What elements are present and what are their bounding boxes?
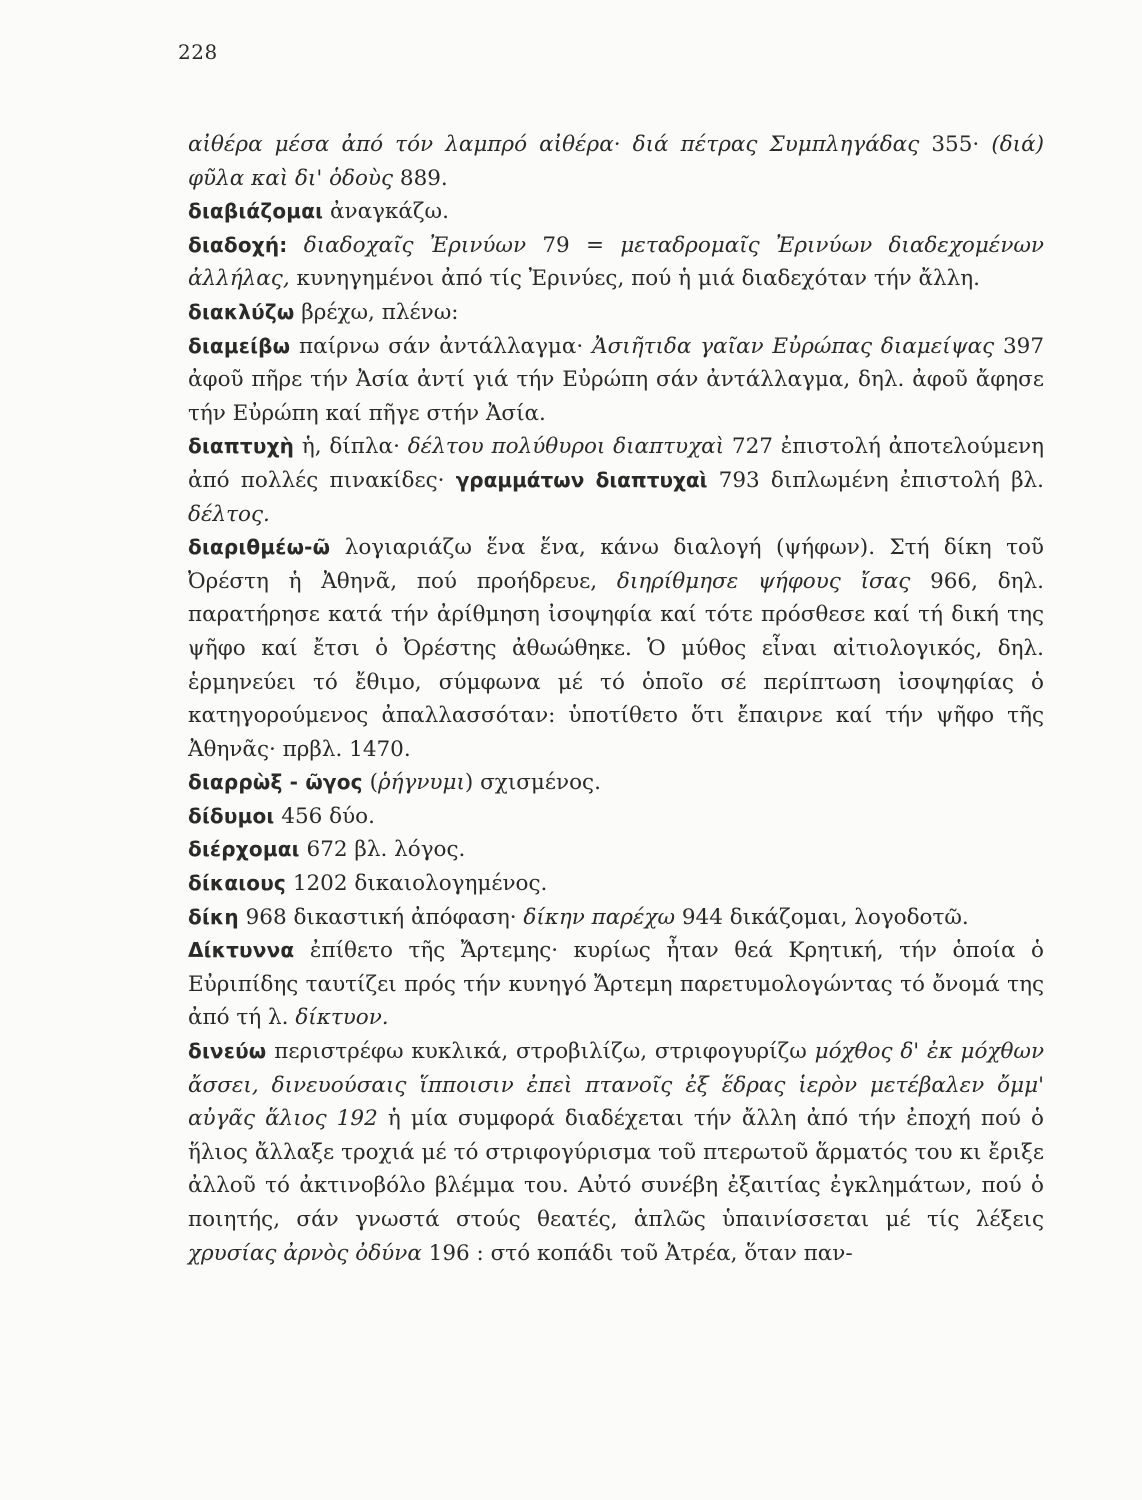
entry-quotation: δέλτος. bbox=[188, 501, 270, 527]
entry-headword: διαρρὼξ - ῶγος bbox=[188, 770, 363, 795]
glossary-entry bbox=[188, 1035, 1044, 1270]
entry-quotation: μόχθος δ' ἐκ μόχθων ἄσσει, δινευούσαις ἵπποισιν ἐπεὶ πτανοῖς ἐξ ἕδρας ἱερὸν μετέβαλεν ὄμμ' αὐγᾶς ἅλιος 192 bbox=[188, 1039, 1045, 1132]
entry-text: 355· bbox=[919, 132, 992, 157]
glossary-entry bbox=[188, 430, 1044, 531]
entry-headword: διαπτυχὴ bbox=[188, 434, 295, 459]
glossary-entry bbox=[188, 766, 1044, 800]
entry-headword: διαβιάζομαι bbox=[188, 199, 324, 224]
entry-quotation: διαδοχαῖς Ἐρινύων bbox=[287, 232, 527, 258]
glossary-entry bbox=[188, 833, 1044, 867]
entry-headword: Δίκτυννα bbox=[188, 938, 295, 963]
entry-headword: δίκη bbox=[188, 904, 239, 929]
glossary-entry bbox=[188, 867, 1044, 901]
glossary-text bbox=[188, 128, 1044, 1270]
entry-quotation: χρυσίας ἀρνὸς ὀδύνα bbox=[188, 1240, 422, 1266]
entry-headword: διέρχομαι bbox=[188, 837, 300, 862]
entry-headword: διακλύζω bbox=[188, 299, 295, 324]
entry-text: 79 = bbox=[526, 232, 621, 258]
entry-bold-phrase: γραμμάτων διαπτυχαὶ bbox=[455, 467, 708, 492]
entry-text: ) σχισμένος. bbox=[464, 770, 601, 796]
entry-text: λογιαριάζω ἕνα ἕνα, κάνω διαλογή (ψήφων). Στή δίκη τοῦ Ὀρέστη ἡ Ἀθηνᾶ, πού προήδρευε, bbox=[188, 535, 1044, 594]
glossary-entry bbox=[188, 531, 1044, 766]
entry-headword: δίκαιους bbox=[188, 871, 286, 896]
entry-headword: διαριθμέω-ῶ bbox=[188, 535, 331, 560]
entry-text: 727 ἐπιστολή ἀποτελούμενη ἀπό πολλές πινακίδες· bbox=[188, 434, 1044, 493]
entry-text: ἡ, δίπλα· bbox=[294, 434, 408, 460]
entry-text: ( bbox=[362, 770, 378, 796]
glossary-entry bbox=[188, 800, 1044, 834]
entry-headword: διαμείβω bbox=[188, 333, 291, 358]
entry-headword: δινεύω bbox=[188, 1039, 267, 1064]
entry-text: ἡ μία συμφορά διαδέχεται τήν ἄλλη ἀπό τήν ἐποχή πού ὁ ἥλιος ἄλλαξε τροχιά μέ τό στριφογύρισμα τοῦ πτερωτοῦ ἅρματός του κι ἔριξε ἀλλοῦ τό ἀκτινοβόλο βλέμμα του. Αὐτό συνέβη ἐξαιτίας ἐγκλημάτων, πού ὁ ποιητής, σάν γνωστά στούς θεατές, ἁπλῶς ὑπαινίσσεται μέ τίς λέξεις bbox=[188, 1106, 1044, 1232]
entry-headword: δίδυμοι bbox=[188, 803, 275, 828]
entry-text: 944 δικάζομαι, λογοδοτῶ. bbox=[675, 904, 969, 930]
glossary-entry bbox=[188, 128, 1044, 195]
entry-text: 889. bbox=[393, 165, 448, 191]
entry-quotation: αἰθέρα μέσα ἀπό τόν λαμπρό αἰθέρα· διά πέτρας Συμπληγάδας bbox=[188, 132, 920, 157]
entry-text: 966, δηλ. παρατήρησε κατά τήν ἀρίθμηση ἰσοψηφία καί τότε πρόσθεσε καί τή δική της ψῆφο καί ἔτσι ὁ Ὀρέστης ἀθωώθηκε. Ὁ μύθος εἶναι αἰτιολογικός, δηλ. ἑρμηνεύει τό ἔθιμο, σύμφωνα μέ τό ὁποῖο σέ περίπτωση ἰσοψηφίας ὁ κατηγορούμενος ἀπαλλασσόταν: ὑποτίθετο ὅτι ἔπαιρνε καί τήν ψῆφο τῆς Ἀθηνᾶς· πρβλ. 1470. bbox=[188, 568, 1044, 762]
entry-text: περιστρέφω κυκλικά, στροβιλίζω, στριφογυρίζω bbox=[266, 1039, 815, 1065]
glossary-entry bbox=[188, 934, 1044, 1035]
entry-quotation: Ἀσιῆτιδα γαῖαν Εὐρώπας διαμείψας bbox=[592, 333, 995, 359]
entry-quotation: δέλτου πολύθυροι διαπτυχαὶ bbox=[407, 434, 725, 460]
entry-text: 456 δύο. bbox=[274, 803, 375, 829]
glossary-entry bbox=[188, 296, 1044, 330]
page-number: 228 bbox=[178, 40, 218, 64]
glossary-entry bbox=[188, 229, 1044, 296]
entry-text: 793 διπλωμένη ἐπιστολή βλ. bbox=[707, 467, 1045, 493]
entry-quotation: (διά) φῦλα καὶ δι' ὁδοὺς bbox=[188, 132, 1044, 191]
entry-text: 672 βλ. λόγος. bbox=[299, 837, 466, 863]
entry-text: ἐπίθετο τῆς Ἄρτεμης· κυρίως ἦταν θεά Κρητική, τήν ὁποία ὁ Εὐριπίδης ταυτίζει πρός τήν κυνηγό Ἄρτεμη παρετυμολογώντας τό ὄνομά της ἀπό τή λ. bbox=[188, 938, 1044, 1031]
entry-text: 397 ἀφοῦ πῆρε τήν Ἀσία ἀντί γιά τήν Εὐρώπη σάν ἀντάλλαγμα, δηλ. ἀφοῦ ἄφησε τήν Εὐρώπη καί πῆγε στήν Ἀσία. bbox=[188, 333, 1045, 426]
entry-text: βρέχω, πλένω: bbox=[294, 299, 459, 325]
glossary-entry bbox=[188, 330, 1044, 431]
entry-quotation: δίκην παρέχω bbox=[523, 904, 676, 930]
entry-quotation: ῥήγνυμι bbox=[377, 770, 465, 796]
glossary-entry bbox=[188, 195, 1044, 229]
entry-text: 196 : στό κοπάδι τοῦ Ἀτρέα, ὅταν παν- bbox=[421, 1240, 853, 1266]
entry-quotation: διηρίθμησε ψήφους ἴσας bbox=[616, 568, 911, 594]
entry-text: κυνηγημένοι ἀπό τίς Ἐρινύες, πού ἡ μιά διαδεχόταν τήν ἄλλη. bbox=[289, 266, 981, 292]
entry-text: 968 δικαστική ἀπόφαση· bbox=[238, 904, 524, 930]
glossary-entry bbox=[188, 901, 1044, 935]
entry-text: ἀναγκάζω. bbox=[323, 199, 449, 225]
entry-headword: διαδοχή: bbox=[188, 232, 288, 257]
entry-quotation: μεταδρομαῖς Ἐρινύων διαδεχομένων ἀλλήλας, bbox=[188, 232, 1044, 292]
entry-text: 1202 δικαιολογημένος. bbox=[285, 871, 548, 897]
entry-quotation: δίκτυον. bbox=[295, 1005, 389, 1031]
entry-text: παίρνω σάν ἀντάλλαγμα· bbox=[290, 333, 593, 359]
